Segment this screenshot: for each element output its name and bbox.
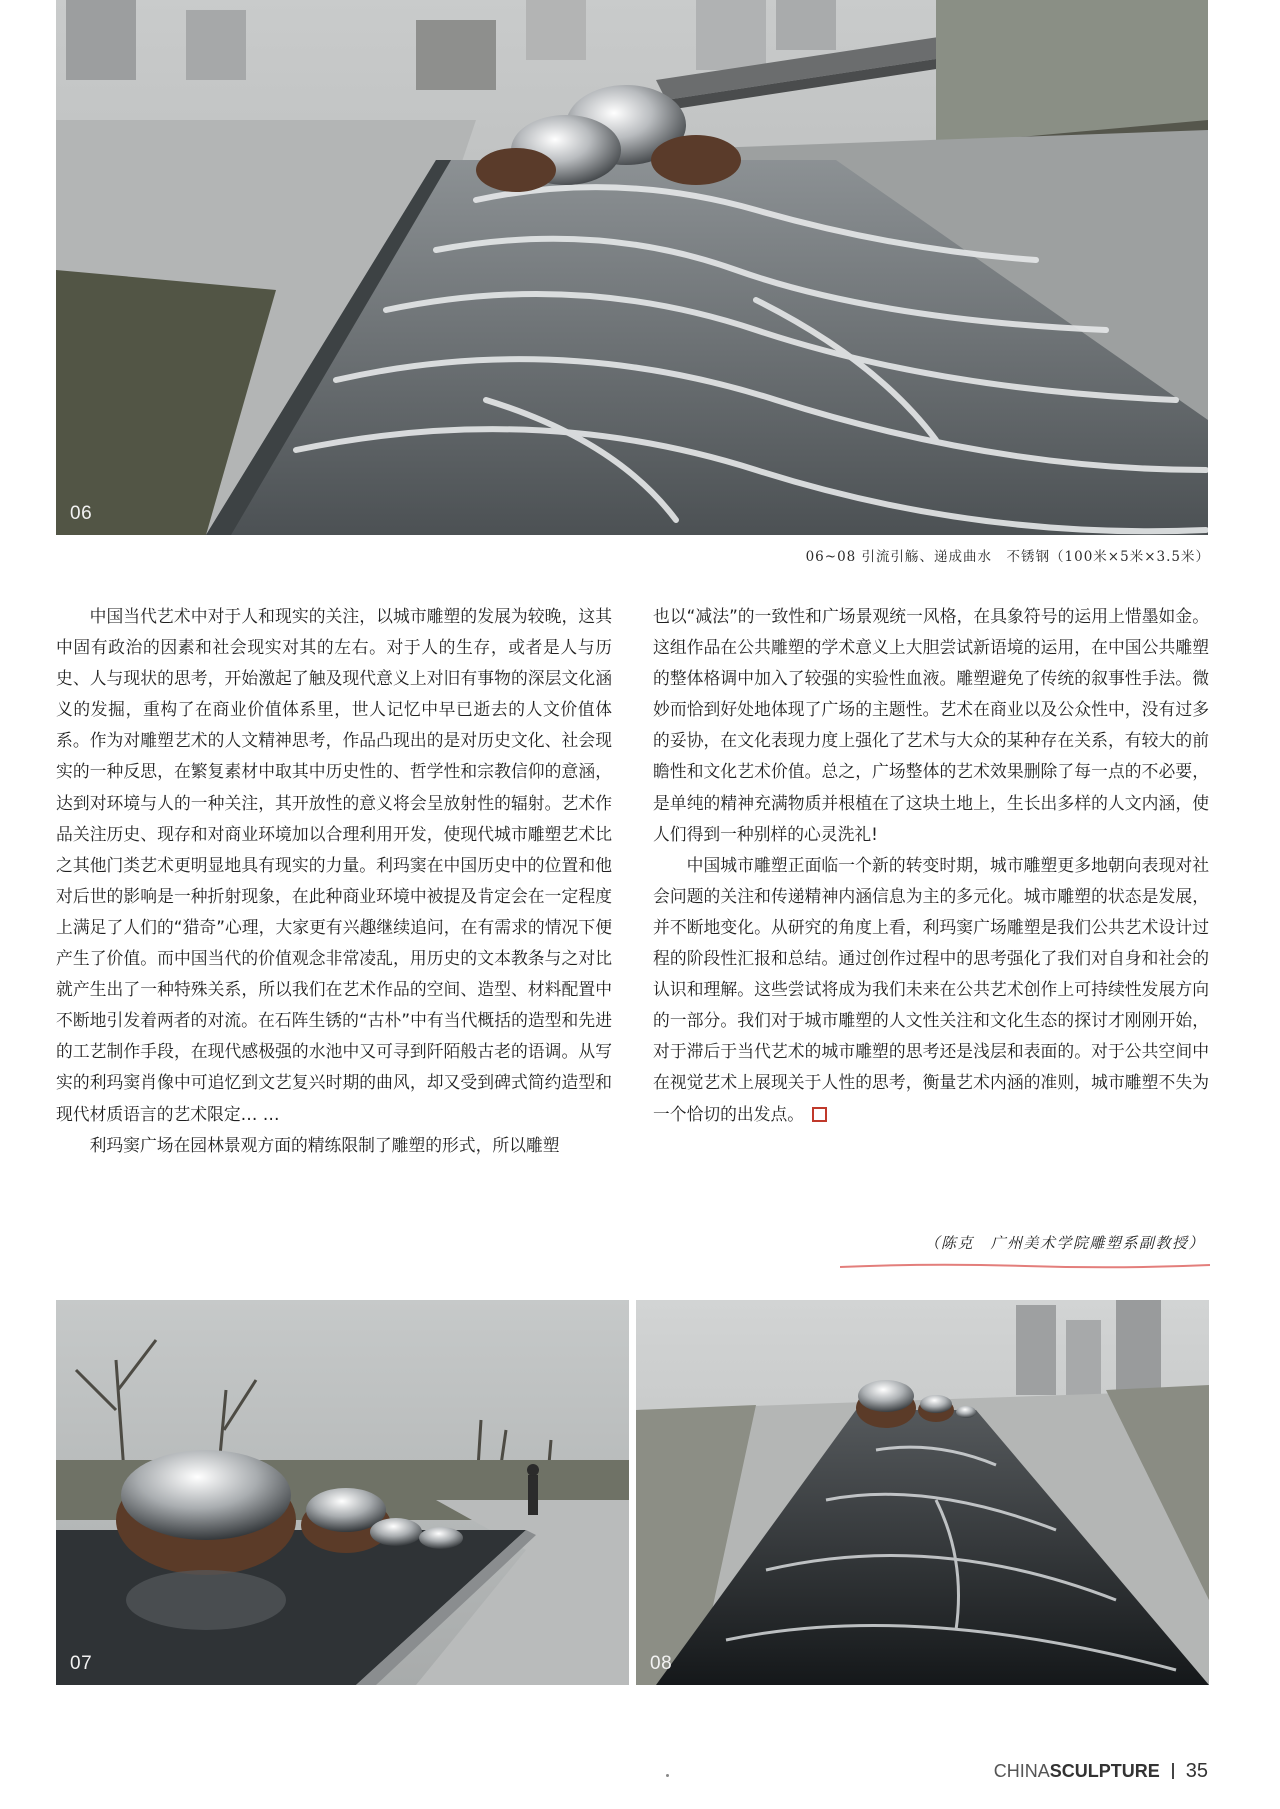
page-footer: [994, 1760, 1208, 1783]
right-paragraph-2: [653, 850, 1209, 1130]
photo-caption: 06~08 引流引觞、递成曲水 不锈钢（100米×5米×3.5米）: [805, 549, 1210, 565]
photo-07-illustration: [56, 1300, 629, 1685]
photo-07-sculpture-side-view: [56, 1300, 629, 1685]
photo-08-number: 08: [650, 1653, 673, 1674]
left-paragraph-2: 利玛窦广场在园林景观方面的精练限制了雕塑的形式，所以雕塑: [89, 1134, 560, 1155]
right-column: [653, 601, 1209, 1130]
magazine-brand-sculpture: SCULPTURE: [1049, 1761, 1160, 1781]
left-column: [56, 601, 612, 1161]
photo-06-illustration: [56, 0, 1208, 535]
photo-07-number: 07: [70, 1653, 93, 1674]
photo-08-illustration: [636, 1300, 1209, 1685]
page-number: 35: [1185, 1760, 1208, 1782]
left-paragraph-1: 中国当代艺术中对于人和现实的关注，以城市雕塑的发展为较晚，这其中固有政治的因素和社会现实对其的左右。对于人的生存，或者是人与历史、人与现状的思考，开始激起了触及现代意义上对旧有事物的深层文化涵义的发掘，重构了在商业价值体系里，世人记忆中早已逝去的人文价值体系。作为对雕塑艺术的人文精神思考，作品凸现出的是对历史文化、社会现实的一种反思，在繁复素材中取其中历史性的、哲学性和宗教信仰的意涵，达到对环境与人的一种关注，其开放性的意义将会呈放射性的辐射。艺术作品关注历史、现存和对商业环境加以合理利用开发，使现代城市雕塑艺术比之其他门类艺术更明显地具有现实的力量。利玛窦在中国历史中的位置和他对后世的影响是一种折射现象，在此种商业环境中被提及肯定会在一定程度上满足了人们的“猎奇”心理，大家更有兴趣继续追问，在有需求的情况下便产生了价值。而中国当代的价值观念非常凌乱，用历史的文本教条与之对比就产生出了一种特殊关系，所以我们在艺术作品的空间、造型、材料配置中不断地引发着两者的对流。在石阵生锈的“古朴”中有当代概括的造型和先进的工艺制作手段，在现代感极强的水池中又可寻到阡陌般古老的语调。从写实的利玛窦肖像中可追忆到文艺复兴时期的曲风，却又受到碑式简约造型和现代材质语言的艺术限定… …: [56, 606, 612, 1124]
magazine-brand-china: CHINA: [993, 1761, 1050, 1781]
footer-separator: [1172, 1763, 1174, 1779]
photo-06-number: 06: [70, 503, 93, 524]
photo-08-pool-perspective: [636, 1300, 1209, 1685]
right-paragraph-2-text: 中国城市雕塑正面临一个新的转变时期，城市雕塑更多地朝向表现对社会问题的关注和传递精神内涵信息为主的多元化。城市雕塑的状态是发展，并不断地变化。从研究的角度上看，利玛窦广场雕塑是我们公共艺术设计过程的阶段性汇报和总结。通过创作过程中的思考强化了我们对自身和社会的认识和理解。这些尝试将成为我们未来在公共艺术创作上可持续性发展方向的一部分。我们对于城市雕塑的人文性关注和文化生态的探讨才刚刚开始，对于滞后于当代艺术的城市雕塑的思考还是浅层和表面的。对于公共空间中在视觉艺术上展现关于人性的思考，衡量艺术内涵的准则，城市雕塑不失为一个恰切的出发点。: [653, 854, 1209, 1124]
right-paragraph-1: 也以“减法”的一致性和广场景观统一风格，在具象符号的运用上惜墨如金。这组作品在公共雕塑的学术意义上大胆尝试新语境的运用，在中国公共雕塑的整体格调中加入了较强的实验性血液。雕塑避免了传统的叙事性手法。微妙而恰到好处地体现了广场的主题性。艺术在商业以及公众性中，没有过多的妥协，在文化表现力度上强化了艺术与大众的某种存在关系，有较大的前瞻性和文化艺术价值。总之，广场整体的艺术效果删除了每一点的不必要，是单纯的精神充满物质并根植在了这块土地上，生长出多样的人文内涵，使人们得到一种别样的心灵洗礼!: [653, 606, 1209, 844]
photo-06-sculpture-pool: [56, 0, 1208, 535]
author-underline-decoration: [840, 1262, 1210, 1270]
end-of-article-mark: [812, 1107, 827, 1122]
author-credit: （陈克 广州美术学院雕塑系副教授）: [924, 1234, 1205, 1252]
page-dot-mark: [666, 1774, 669, 1777]
